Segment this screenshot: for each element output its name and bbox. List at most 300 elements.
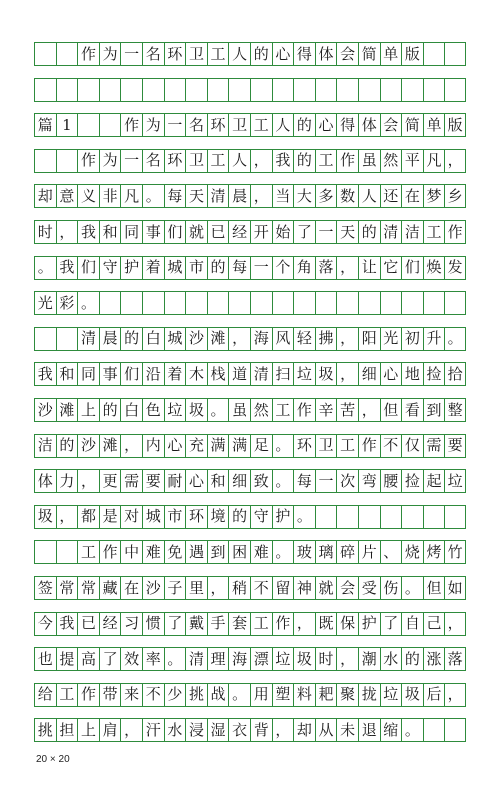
grid-cell: 升 [423,328,445,350]
grid-cell: 市 [185,257,207,279]
grid-cell: 垃 [444,470,466,492]
grid-cell: 碎 [336,541,358,563]
grid-cell: 上 [77,719,99,741]
grid-cell: 天 [336,221,358,243]
grid-cell: 弯 [358,470,380,492]
grid-cell: 我 [77,221,99,243]
grid-row [34,647,466,671]
grid-cell: ， [272,719,294,741]
grid-cell [164,79,186,101]
grid-cell [185,79,207,101]
grid-cell: 。 [34,257,56,279]
grid-cell: 乡 [444,185,466,207]
grid-cell: 境 [207,506,229,528]
grid-cell: 圾 [34,506,56,528]
grid-cell: 晨 [99,328,121,350]
grid-cell: 守 [250,506,272,528]
grid-cell: 也 [34,648,56,670]
grid-cell: 里 [185,577,207,599]
grid-row [34,576,466,600]
grid-cell: 光 [380,328,402,350]
grid-cell [250,79,272,101]
grid-cell: 从 [315,719,337,741]
grid-cell: 、 [380,541,402,563]
grid-cell [77,114,99,136]
grid-row [34,718,466,742]
grid-cell: 简 [401,114,423,136]
grid-cell: 就 [185,221,207,243]
grid-cell: ， [56,506,78,528]
grid-cell [56,150,78,172]
grid-cell: 体 [34,470,56,492]
grid-cell: 凡 [120,185,142,207]
grid-cell [444,79,466,101]
grid-row [34,540,466,564]
grid-cell: ， [207,577,229,599]
grid-cell: 作 [99,541,121,563]
grid-cell: 版 [401,43,423,65]
grid-cell: 潮 [358,648,380,670]
grid-cell [56,79,78,101]
grid-cell: 工 [250,613,272,635]
grid-cell: 环 [185,506,207,528]
grid-cell: 事 [142,221,164,243]
grid-cell: 心 [272,43,294,65]
grid-cell: 担 [56,719,78,741]
grid-cell: 的 [250,43,272,65]
grid-cell: 会 [380,114,402,136]
grid-cell [358,506,380,528]
grid-cell: 市 [164,506,186,528]
grid-cell: 细 [358,363,380,385]
grid-cell: 常 [56,577,78,599]
grid-cell [444,292,466,314]
grid-row [34,362,466,386]
grid-cell: 角 [293,257,315,279]
grid-cell: 它 [380,257,402,279]
grid-cell: 我 [34,363,56,385]
grid-cell: 名 [185,114,207,136]
grid-cell [228,79,250,101]
grid-cell: 烧 [401,541,423,563]
grid-cell: 拾 [444,363,466,385]
grid-cell: 璃 [315,541,337,563]
grid-cell: 却 [34,185,56,207]
grid-cell [380,79,402,101]
grid-cell [293,292,315,314]
grid-cell: 天 [185,185,207,207]
grid-cell: 自 [401,613,423,635]
grid-cell: 在 [120,577,142,599]
grid-cell: ， [77,470,99,492]
grid-cell: 理 [207,648,229,670]
grid-cell: 护 [358,613,380,635]
grid-cell: 如 [444,577,466,599]
grid-cell: 环 [207,114,229,136]
grid-cell: 当 [272,185,294,207]
grid-cell [185,292,207,314]
grid-cell: 栈 [207,363,229,385]
grid-cell: 为 [99,150,121,172]
grid-cell: 需 [120,470,142,492]
grid-cell: ， [228,328,250,350]
grid-cell: 每 [164,185,186,207]
grid-cell: 捡 [423,363,445,385]
grid-cell: 一 [164,114,186,136]
grid-cell: 初 [401,328,423,350]
grid-cell: 一 [315,470,337,492]
grid-row [34,398,466,422]
grid-cell [34,328,56,350]
grid-cell: 清 [185,648,207,670]
grid-cell: 阳 [358,328,380,350]
grid-row [34,78,466,102]
grid-cell: 腰 [380,470,402,492]
grid-cell: 落 [444,648,466,670]
grid-cell: 心 [380,363,402,385]
grid-cell: ， [336,648,358,670]
grid-cell: 。 [401,719,423,741]
grid-cell: 仅 [401,435,423,457]
grid-cell: 常 [77,577,99,599]
grid-cell [423,506,445,528]
grid-cell: 手 [207,613,229,635]
grid-cell: 水 [164,719,186,741]
grid-cell: 虽 [358,150,380,172]
grid-cell: 单 [423,114,445,136]
grid-cell: 们 [77,257,99,279]
grid-cell: 每 [228,257,250,279]
grid-cell: 内 [142,435,164,457]
grid-cell: 作 [77,150,99,172]
grid-row [34,184,466,208]
grid-cell: 护 [272,506,294,528]
grid-cell: 戴 [185,613,207,635]
grid-cell: 了 [164,613,186,635]
grid-cell [358,292,380,314]
grid-cell: 一 [250,257,272,279]
grid-cell: 。 [77,292,99,314]
grid-cell: 们 [164,221,186,243]
grid-cell: 一 [120,43,142,65]
grid-cell: 每 [293,470,315,492]
grid-cell: 未 [336,719,358,741]
grid-cell: 圾 [401,684,423,706]
grid-cell: 到 [423,399,445,421]
grid-cell: 时 [34,221,56,243]
grid-cell [444,719,466,741]
grid-row [34,113,466,137]
grid-cell: 作 [336,150,358,172]
grid-cell: 1 [56,114,78,136]
grid-cell: 然 [250,399,272,421]
grid-cell: 就 [315,577,337,599]
grid-cell: 上 [77,399,99,421]
grid-cell: 我 [272,150,294,172]
grid-cell [423,79,445,101]
grid-cell: 垃 [164,399,186,421]
grid-cell: 为 [142,114,164,136]
grid-cell: 要 [142,470,164,492]
grid-cell: 。 [164,648,186,670]
grid-cell: 人 [272,114,294,136]
grid-cell: 晨 [228,185,250,207]
grid-cell: 惯 [142,613,164,635]
grid-cell: 卫 [228,114,250,136]
grid-cell: 篇 [34,114,56,136]
grid-cell: 圾 [315,363,337,385]
grid-cell: 。 [228,684,250,706]
grid-cell: 数 [336,185,358,207]
grid-cell [250,292,272,314]
grid-cell: 困 [228,541,250,563]
grid-cell: 工 [423,221,445,243]
grid-cell: 充 [185,435,207,457]
grid-cell: 经 [99,613,121,635]
grid-cell: ， [120,719,142,741]
grid-cell: 率 [142,648,164,670]
grid-row [34,683,466,707]
grid-cell [358,79,380,101]
grid-cell: 浸 [185,719,207,741]
grid-cell [34,79,56,101]
grid-cell: 带 [99,684,121,706]
grid-cell: ， [336,328,358,350]
grid-cell: 的 [401,648,423,670]
grid-cell: 同 [77,363,99,385]
grid-cell: 义 [77,185,99,207]
grid-cell [315,292,337,314]
grid-cell: 工 [250,114,272,136]
grid-row [34,220,466,244]
grid-cell: 致 [250,470,272,492]
grid-cell: 发 [444,257,466,279]
grid-cell [401,506,423,528]
grid-cell: 套 [228,613,250,635]
grid-cell: 漂 [250,648,272,670]
grid-cell: 工 [272,399,294,421]
grid-cell: 提 [56,648,78,670]
grid-cell: 沙 [77,435,99,457]
grid-cell: 留 [272,577,294,599]
grid-cell: 清 [380,221,402,243]
grid-cell: 来 [120,684,142,706]
grid-cell: 清 [207,185,229,207]
grid-cell: 工 [207,150,229,172]
grid-cell: 。 [293,506,315,528]
grid-cell: 给 [34,684,56,706]
grid-cell: 多 [315,185,337,207]
grid-cell: 非 [99,185,121,207]
grid-cell: 城 [142,506,164,528]
grid-cell: 海 [250,328,272,350]
grid-cell: 竹 [444,541,466,563]
grid-cell: 衣 [228,719,250,741]
grid-cell: 焕 [423,257,445,279]
grid-cell: 风 [272,328,294,350]
grid-cell [207,79,229,101]
grid-cell: 色 [142,399,164,421]
grid-cell: 。 [272,541,294,563]
grid-cell: 拢 [358,684,380,706]
grid-cell [142,79,164,101]
grid-cell: 彩 [56,292,78,314]
grid-cell: 一 [315,221,337,243]
grid-cell: 简 [358,43,380,65]
grid-cell: 到 [207,541,229,563]
grid-cell: ， [250,185,272,207]
grid-cell: 心 [185,470,207,492]
grid-cell: 心 [315,114,337,136]
grid-cell: 环 [164,150,186,172]
grid-cell: 开 [250,221,272,243]
grid-cell [380,292,402,314]
grid-cell [401,292,423,314]
grid-cell: 然 [380,150,402,172]
grid-cell [34,43,56,65]
grid-cell: 力 [56,470,78,492]
grid-cell: 作 [293,399,315,421]
grid-cell: 起 [423,470,445,492]
grid-cell: ， [56,221,78,243]
grid-cell: 细 [228,470,250,492]
grid-row [34,327,466,351]
grid-cell [34,541,56,563]
grid-cell: 沿 [142,363,164,385]
grid-cell: 环 [293,435,315,457]
grid-cell: 的 [99,399,121,421]
grid-cell: 滩 [207,328,229,350]
grid-cell: ， [336,257,358,279]
grid-cell: ， [336,363,358,385]
grid-cell: 还 [380,185,402,207]
grid-cell: 要 [444,435,466,457]
grid-cell: 护 [120,257,142,279]
grid-cell: 落 [315,257,337,279]
grid-cell: 但 [423,577,445,599]
grid-cell: 洁 [34,435,56,457]
grid-cell: 滩 [56,399,78,421]
grid-cell: 人 [358,185,380,207]
grid-cell: 耙 [315,684,337,706]
grid-cell: 是 [99,506,121,528]
grid-cell: 作 [444,221,466,243]
grid-cell: 辛 [315,399,337,421]
grid-cell: 圾 [293,648,315,670]
grid-cell: 都 [77,506,99,528]
grid-cell: 不 [142,684,164,706]
grid-row [34,505,466,529]
grid-cell: 们 [401,257,423,279]
grid-cell: 挑 [185,684,207,706]
grid-cell [423,719,445,741]
grid-cell: 工 [336,435,358,457]
grid-cell: 沙 [142,577,164,599]
grid-cell: 白 [120,399,142,421]
grid-cell: 缩 [380,719,402,741]
grid-cell: 梦 [423,185,445,207]
grid-cell: 但 [380,399,402,421]
grid-cell: 子 [164,577,186,599]
grid-cell: 苦 [336,399,358,421]
grid-cell [401,79,423,101]
grid-cell [293,79,315,101]
grid-cell: 扫 [272,363,294,385]
grid-cell: 次 [336,470,358,492]
grid-cell: 的 [56,435,78,457]
grid-cell: 己 [423,613,445,635]
grid-cell: 满 [207,435,229,457]
grid-cell [56,43,78,65]
grid-cell: 中 [120,541,142,563]
grid-cell: 经 [228,221,250,243]
grid-cell: 名 [142,43,164,65]
grid-cell [56,328,78,350]
grid-cell [315,506,337,528]
grid-cell: 城 [164,257,186,279]
grid-cell: ， [293,613,315,635]
grid-cell: 工 [77,541,99,563]
grid-cell: 圾 [185,399,207,421]
grid-cell: 名 [142,150,164,172]
grid-cell [444,506,466,528]
grid-cell: 看 [401,399,423,421]
grid-cell: 肩 [99,719,121,741]
grid-cell: 和 [207,470,229,492]
grid-cell [120,292,142,314]
grid-cell: 个 [272,257,294,279]
grid-cell: 虽 [228,399,250,421]
grid-cell [336,292,358,314]
grid-cell: 伤 [380,577,402,599]
grid-cell: 效 [120,648,142,670]
grid-cell: ， [250,150,272,172]
grid-cell: 垃 [293,363,315,385]
grid-cell: 对 [120,506,142,528]
grid-cell: 的 [358,221,380,243]
grid-cell: 少 [164,684,186,706]
grid-cell: 环 [164,43,186,65]
grid-cell: 和 [56,363,78,385]
grid-cell: 更 [99,470,121,492]
grid-cell: 了 [293,221,315,243]
grid-cell: 得 [293,43,315,65]
grid-cell: 拂 [315,328,337,350]
writing-grid-paper [34,38,466,750]
grid-cell [99,292,121,314]
grid-cell: 工 [56,684,78,706]
grid-cell: 为 [99,43,121,65]
grid-cell: 湿 [207,719,229,741]
grid-cell: 背 [250,719,272,741]
grid-cell: 。 [272,470,294,492]
grid-cell: 让 [358,257,380,279]
grid-cell: 一 [120,150,142,172]
grid-cell [380,506,402,528]
grid-cell: 今 [34,613,56,635]
grid-cell: 的 [228,506,250,528]
grid-cell [444,43,466,65]
grid-cell: 神 [293,577,315,599]
grid-cell: 。 [207,399,229,421]
grid-cell [164,292,186,314]
grid-cell: 高 [77,648,99,670]
grid-cell: 们 [120,363,142,385]
grid-cell: 整 [444,399,466,421]
grid-cell: 在 [401,185,423,207]
grid-cell: ， [444,684,466,706]
grid-cell: 我 [56,257,78,279]
